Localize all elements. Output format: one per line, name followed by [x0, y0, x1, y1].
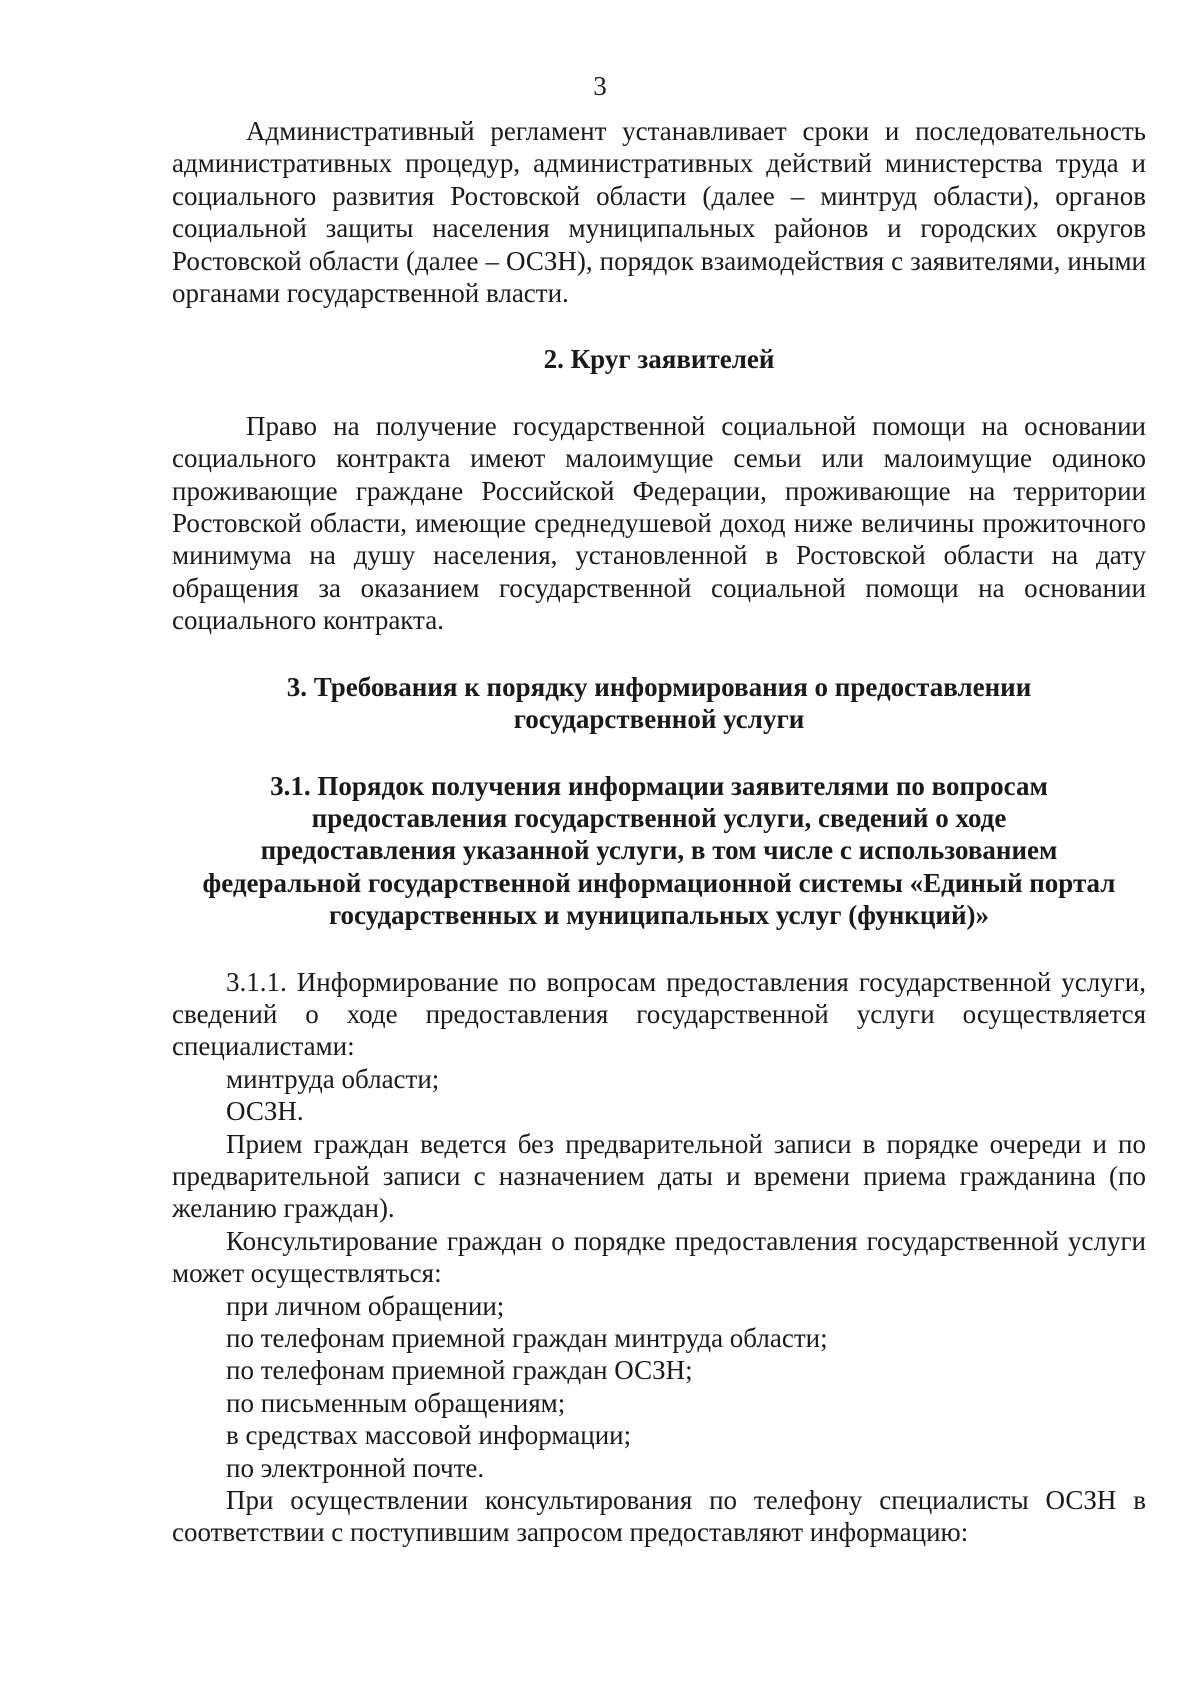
section-3-heading-line-1: 3. Требования к порядку информирования о предоставлении [286, 671, 1032, 702]
list-item-email: по электронной почте. [226, 1452, 485, 1483]
paragraph-konsult: Консультирование граждан о порядке предоставления государственной услуги может осуществляться: [172, 1225, 1146, 1289]
section-2-paragraph: Право на получение государственной социальной помощи на основании социального контракта имеют малоимущие семьи или малоимущие одиноко проживающие граждане Российской Федерации, проживающие на территории Ростовской области, имеющие среднедушевой доход ниже величины прожиточного минимума на душу населения, установленной в Ростовской области на дату обращения за оказанием государственной социальной помощи на основании социального контракта. [172, 410, 1146, 636]
list-item-phone-oszn: по телефонам приемной граждан ОСЗН; [226, 1355, 693, 1386]
intro-paragraph: Административный регламент устанавливает сроки и последовательность административных процедур, административных действий министерства труда и социального развития Ростовской области (далее – минтруд области), органов социальной защиты населения муниципальных районов и городских округов Ростовской области (далее – ОСЗН), порядок взаимодействия с заявителями, иными органами государственной власти. [172, 116, 1146, 309]
list-item-lichnoe: при личном обращении; [226, 1290, 505, 1321]
section-3-1-heading-line-5: государственных и муниципальных услуг (функций)» [328, 900, 990, 931]
paragraph-3-1-1: 3.1.1. Информирование по вопросам предоставления государственной услуги, сведений о ходе предоставления государственной услуги осуществляется специалистами: [172, 966, 1146, 1062]
paragraph-priem: Прием граждан ведется без предварительной записи в порядке очереди и по предварительной записи с назначением даты и времени приема гражданина (по желанию граждан). [172, 1128, 1146, 1224]
page-number: 3 [593, 71, 607, 101]
section-3-heading [172, 671, 1146, 736]
paragraph-phone-consult: При осуществлении консультирования по телефону специалисты ОСЗН в соответствии с поступившим запросом предоставляют информацию: [172, 1485, 1146, 1548]
document-body [172, 115, 1146, 1549]
section-3-1-heading [172, 770, 1146, 932]
list-item-phone-mintrud: по телефонам приемной граждан минтруда области; [226, 1323, 828, 1353]
list-item-smi: в средствах массовой информации; [226, 1420, 632, 1451]
list-item-mintrud: минтруда области; [226, 1063, 440, 1094]
section-3-1-heading-line-1: 3.1. Порядок получения информации заявителями по вопросам [270, 770, 1048, 801]
section-3-1-heading-line-4: федеральной государственной информационной системы «Единый портал [202, 867, 1116, 898]
section-3-1-heading-line-2: предоставления государственной услуги, сведений о ходе [311, 802, 1007, 833]
section-3-1-heading-line-3: предоставления указанной услуги, в том числе с использованием [260, 835, 1058, 866]
list-item-pismennye: по письменным обращениям; [226, 1387, 566, 1418]
section-2-heading: 2. Круг заявителей [543, 344, 775, 375]
list-item-oszn: ОСЗН. [226, 1096, 304, 1127]
section-3-heading-line-2: государственной услуги [513, 704, 805, 735]
